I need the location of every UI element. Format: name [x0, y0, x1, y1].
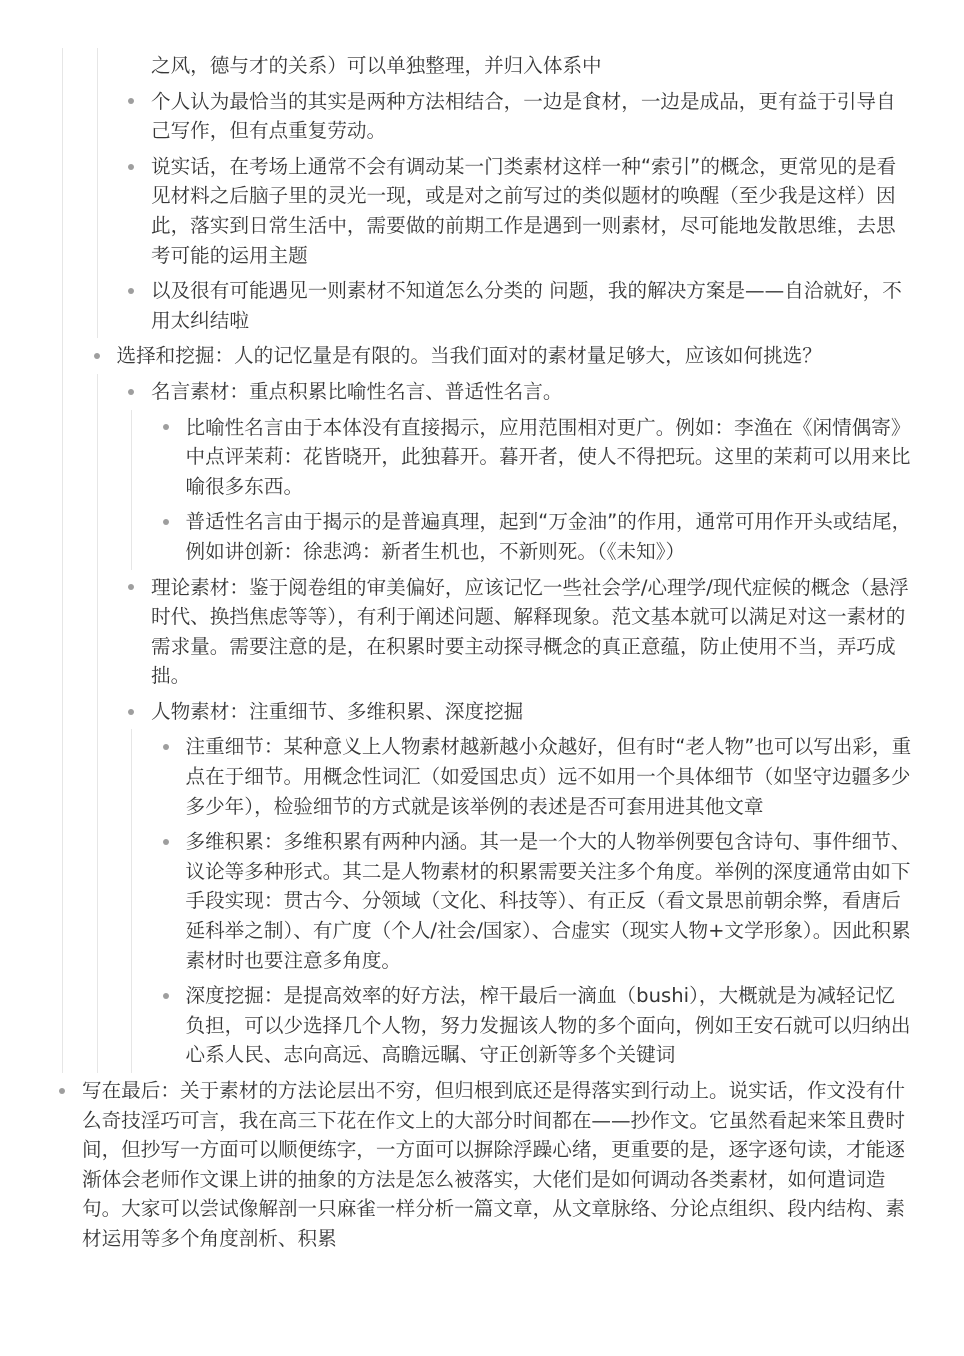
list-item-row — [151, 273, 914, 338]
list-item-text: 普适性名言由于揭示的是普遍真理，起到“万金油”的作用，通常可用作开头或结尾，例如讲创新：徐悲鸿：新者生机也，不新则死。（《未知》） — [185, 510, 912, 563]
bullet-dot — [163, 993, 169, 999]
bullet-dot — [163, 744, 169, 750]
bullet-dot — [163, 424, 169, 430]
bullet-dot — [163, 839, 169, 845]
bullet-dot — [163, 519, 169, 525]
bullet-dot — [128, 288, 134, 294]
list-item-text: 个人认为最恰当的其实是两种方法相结合，一边是食材，一边是成品，更有益于引导自己写作，但有点重复劳动。 — [151, 89, 896, 143]
list-item-row — [186, 824, 915, 978]
list-item — [166, 729, 915, 824]
list-item-row — [151, 570, 914, 694]
list-item-row — [151, 374, 914, 410]
nested-list — [131, 410, 914, 570]
list-item-text: 说实话，在考场上通常不会有调动某一门类素材这样一种“索引”的概念，更常见的是看见材料之后脑子里的灵光一现，或是对之前写过的类似题材的唤醒（至少我是这样）因此，落实到日常生活中，需要做的前期工作是遇到一则素材，尽可能地发散思维，去思考可能的运用主题 — [151, 154, 897, 267]
list-item — [166, 978, 915, 1073]
nested-list — [97, 374, 915, 1073]
list-item-row — [82, 1073, 914, 1257]
list-item — [131, 84, 914, 149]
list-item-row — [186, 978, 915, 1073]
list-item-row — [186, 504, 915, 569]
list-item-text: 理论素材：鉴于阅卷组的审美偏好，应该记忆一些社会学/心理学/现代症候的概念（悬浮时代、换挡焦虑等等），有利于阐述问题、解释现象。范文基本就可以满足对这一素材的需求量。需要注意的是，在积累时要主动探寻概念的真正意蕴，防止使用不当，弄巧成拙。 — [151, 575, 909, 688]
list-item — [131, 374, 914, 570]
list-item-row — [117, 338, 915, 374]
nested-list — [62, 48, 914, 1073]
list-item — [62, 1073, 914, 1257]
list-item-text: 人物素材：注重细节、多维积累、深度挖掘 — [151, 699, 524, 723]
list-item — [97, 48, 915, 338]
list-item-text: 之风，德与才的关系）可以单独整理，并归入体系中 — [151, 54, 602, 77]
list-item-text: 名言素材：重点积累比喻性名言、普适性名言。 — [151, 379, 563, 403]
list-item-text: 写在最后：关于素材的方法论层出不穷，但归根到底还是得落实到行动上。说实话，作文没有什么奇技淫巧可言，我在高三下花在作文上的大部分时间都在——抄作文。它虽然看起来笨且费时间，但抄写一方面可以顺便练字，一方面可以摒除浮躁心绪，更重要的是，逐字逐句读，才能逐渐体会老师作文课上讲的抽象的方法是怎么被落实，大佬们是如何调动各类素材，如何遣词造句。大家可以尝试像解剖一只麻雀一样分析一篇文章，从文章脉络、分论点组织、段内结构、素材运用等多个角度剖析、积累 — [82, 1079, 905, 1250]
list-item — [166, 504, 915, 569]
nested-list — [97, 48, 915, 338]
bullet-dot — [128, 389, 134, 395]
list-item — [131, 570, 914, 694]
list-item-text: 多维积累：多维积累有两种内涵。其一是一个大的人物举例要包含诗句、事件细节、议论等多种形式。其二是人物素材的积累需要关注多个角度。举例的深度通常由如下手段实现：贯古今、分领域（文化、科技等）、有正反（看文景思前朝余弊，看唐后延科举之制）、有广度（个人/社会/国家）、合虚实（现实人物+文学形象）。因此积累素材时也要注意多角度。 — [185, 830, 911, 972]
list-item — [62, 48, 914, 1073]
list-item-text: 深度挖掘：是提高效率的好方法，榨干最后一滴血（bushi），大概就是为减轻记忆负担，可以少选择几个人物，努力发掘该人物的多个面向，例如王安石就可以归纳出心系人民、志向高远、高瞻远瞩、守正创新等多个关键词 — [185, 984, 911, 1067]
bullet-list — [62, 48, 914, 1257]
bullet-dot — [94, 353, 100, 359]
list-item-row — [186, 729, 915, 824]
list-item — [131, 694, 914, 1073]
list-item — [131, 273, 914, 338]
list-item-text: 以及很有可能遇见一则素材不知道怎么分类的 问题，我的解决方案是——自洽就好，不用太纠结啦 — [151, 279, 902, 332]
list-item — [166, 824, 915, 978]
list-item — [131, 149, 914, 273]
list-item-text: 注重细节：某种意义上人物素材越新越小众越好，但有时“老人物”也可以写出彩，重点在于细节。用概念性词汇（如爱国忠贞）远不如用一个具体细节（如坚守边疆多少多少年），检验细节的方式就是该举例的表述是否可套用进其他文章 — [185, 735, 912, 818]
list-item-text: 选择和挖掘：人的记忆量是有限的。当我们面对的素材量足够大，应该如何挑选？ — [116, 344, 822, 368]
list-item-continued — [131, 48, 914, 84]
list-item-text: 比喻性名言由于本体没有直接揭示，应用范围相对更广。例如：李渔在《闲情偶寄》中点评茉莉：花皆晓开，此独暮开。暮开者，使人不得把玩。这里的茉莉可以用来比喻很多东西。 — [185, 415, 911, 498]
bullet-dot — [128, 584, 134, 590]
list-item-row — [151, 694, 914, 730]
list-item-row — [151, 84, 914, 149]
list-item-row — [151, 149, 914, 273]
bullet-dot — [59, 1088, 65, 1094]
document-body — [62, 48, 914, 1257]
nested-list — [131, 729, 914, 1073]
bullet-dot — [128, 98, 134, 104]
list-item — [166, 410, 915, 505]
list-item-row — [151, 48, 914, 84]
bullet-dot — [128, 709, 134, 715]
bullet-dot — [128, 164, 134, 170]
list-item — [97, 338, 915, 1073]
list-item-row — [186, 410, 915, 505]
